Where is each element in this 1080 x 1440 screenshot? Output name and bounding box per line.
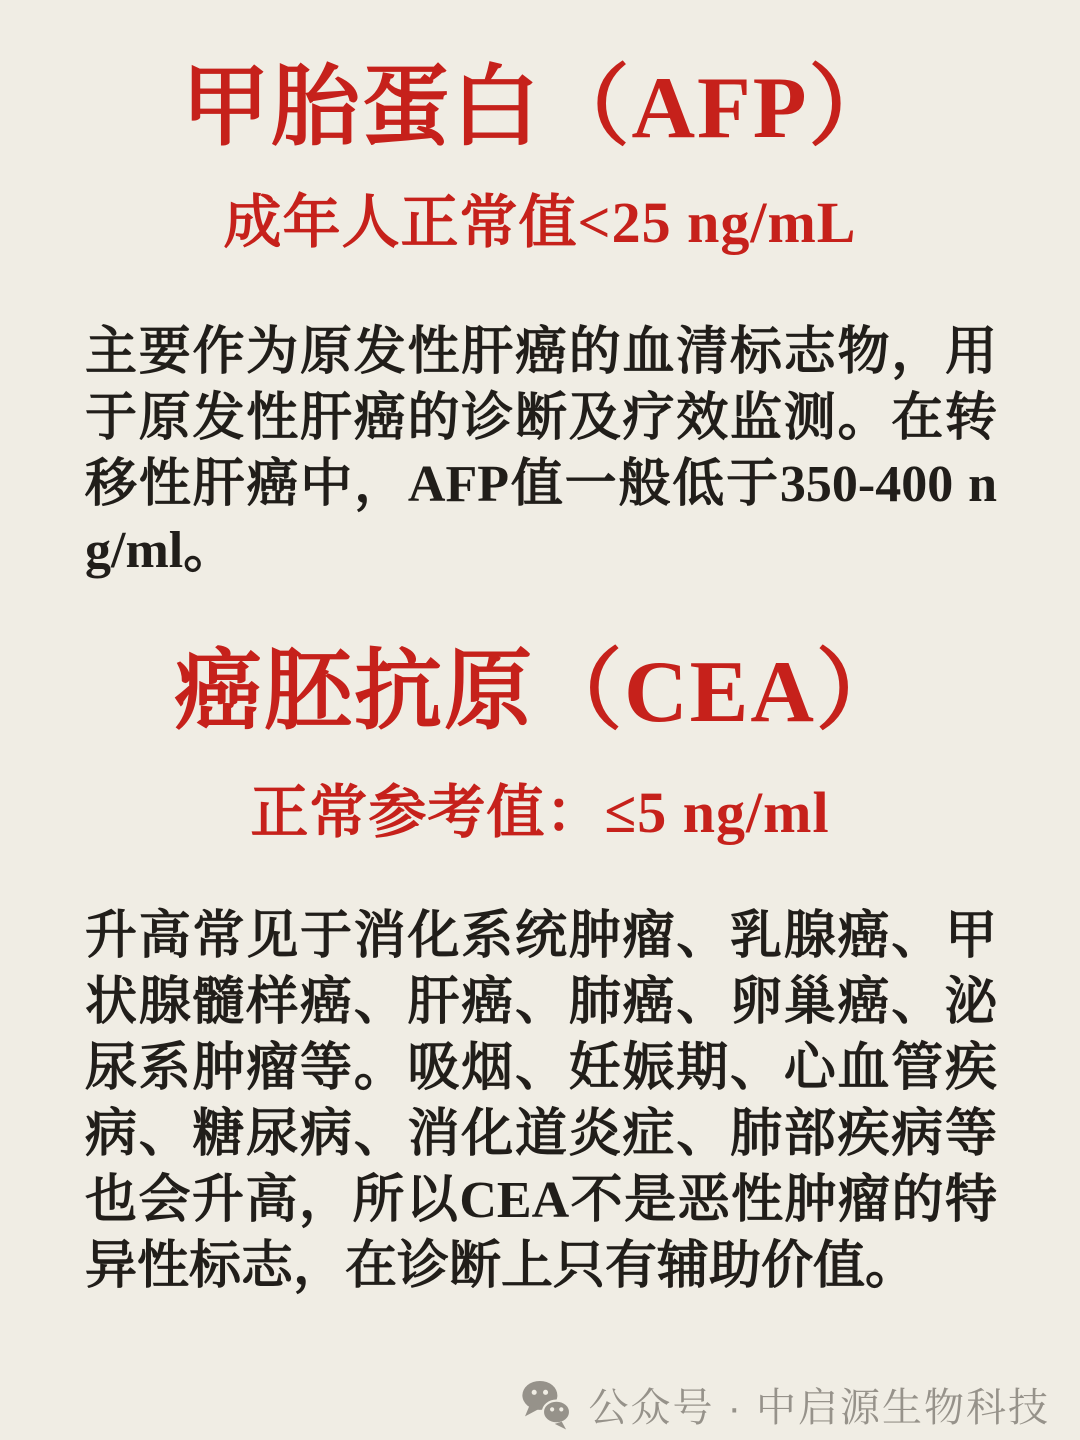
cea-description: 升高常见于消化系统肿瘤、乳腺癌、甲状腺髓样癌、肝癌、肺癌、卵巢癌、泌尿系肿瘤等。吸烟、妊娠期、心血管疾病、糖尿病、消化道炎症、肺部疾病等也会升高，所以CEA不是恶性肿瘤的特异性标志，在诊断上只有辅助价值。 (85, 908, 997, 1295)
watermark-label: 公众号 · 中启源生物科技 (588, 1386, 1050, 1430)
afp-description: 主要作为原发性肝癌的血清标志物，用于原发性肝癌的诊断及疗效监测。在转移性肝癌中，AFP值一般低于350-400 ng/ml。 (85, 324, 997, 579)
cea-section-title: 癌胚抗原（CEA） (174, 644, 906, 741)
cea-normal-value: 正常参考值：≤5 ng/ml (250, 780, 830, 845)
wechat-watermark (518, 1376, 1050, 1433)
afp-normal-value: 成年人正常值<25 ng/mL (223, 190, 857, 255)
afp-section-title: 甲胎蛋白（AFP） (181, 60, 899, 157)
wechat-icon (518, 1377, 574, 1433)
